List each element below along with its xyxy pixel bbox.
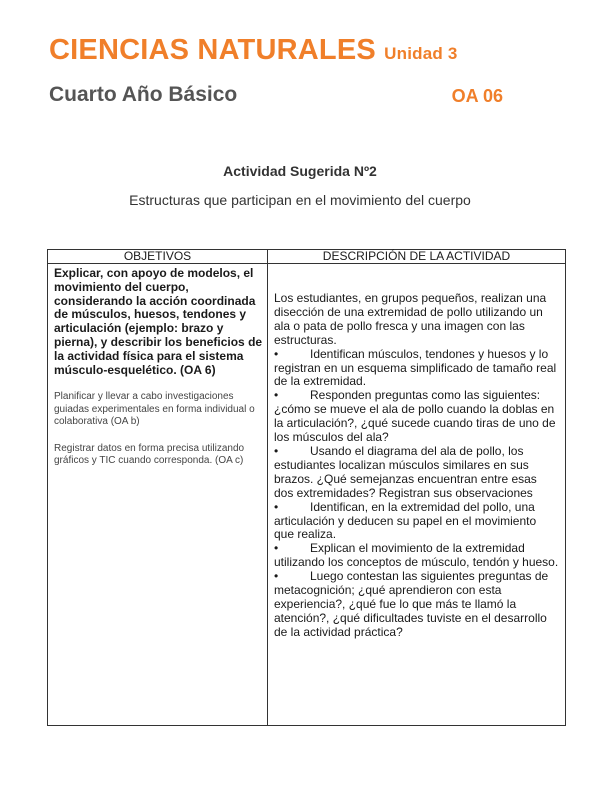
activity-title: Actividad Sugerida Nº2 bbox=[223, 163, 377, 179]
description-cell bbox=[268, 264, 566, 726]
objective-sub-2: Registrar datos en forma precisa utilizando gráficos y TIC cuando corresponda. (OA c) bbox=[54, 442, 245, 467]
list-item-text: Luego contestan las siguientes preguntas de metacognición; ¿qué aprendieron con esta experiencia?, ¿qué fue lo que más te llamó la atención?, ¿qué dificultades tuviste en el desarrollo de la actividad práctica? bbox=[274, 569, 549, 639]
bullet-icon: • bbox=[274, 541, 279, 556]
list-item bbox=[274, 570, 559, 640]
oa-label: OA 06 bbox=[451, 86, 503, 106]
list-item bbox=[274, 542, 559, 570]
grade-header bbox=[49, 83, 509, 107]
table-header-row bbox=[48, 250, 566, 264]
description-intro: Los estudiantes, en grupos pequeños, realizan una disección de una extremidad de pollo utilizando un ala o pata de pollo fresca y una imagen con las estructuras. bbox=[274, 291, 547, 347]
subject-title bbox=[49, 34, 458, 67]
description-text bbox=[268, 264, 565, 640]
list-item-text: Identifican, en la extremidad del pollo, una articulación y deducen su papel en el movimiento que realiza. bbox=[274, 499, 537, 542]
list-item-text: Usando el diagrama del ala de pollo, los estudiantes localizan músculos similares en sus brazos. ¿Qué semejanzas encuentran entre esas dos extremidades? Registran sus observaciones bbox=[274, 443, 537, 500]
list-item bbox=[274, 389, 559, 445]
activity-subtitle: Estructuras que participan en el movimiento del cuerpo bbox=[129, 192, 471, 208]
list-item-text: Identifican músculos, tendones y huesos y lo registran en un esquema simplificado de tamaño real de la extremidad. bbox=[274, 346, 557, 389]
table-row bbox=[48, 264, 566, 726]
activity-table bbox=[47, 249, 566, 726]
bullet-icon: • bbox=[274, 388, 279, 403]
unit-label: Unidad 3 bbox=[384, 44, 458, 63]
list-item-text: Explican el movimiento de la extremidad utilizando los conceptos de músculo, tendón y hueso. bbox=[274, 541, 559, 570]
objective-main: Explicar, con apoyo de modelos, el movimiento del cuerpo, considerando la acción coordinada de músculos, huesos, tendones y articulación (ejemplo: brazo y pierna), y describir los beneficios de la actividad física para el sistema músculo-esquelético. (OA 6) bbox=[54, 266, 263, 377]
list-item bbox=[274, 501, 559, 543]
bullet-icon: • bbox=[274, 443, 279, 458]
bullet-icon: • bbox=[274, 346, 279, 361]
objective-sub-1: Planificar y llevar a cabo investigaciones guiadas experimentales en forma individual o colaborativa (OA b) bbox=[54, 391, 255, 428]
bullet-icon: • bbox=[274, 569, 279, 584]
header-descripcion: DESCRIPCIÓN DE LA ACTIVIDAD bbox=[268, 250, 566, 264]
header-objetivos: OBJETIVOS bbox=[48, 250, 268, 264]
list-item bbox=[274, 348, 559, 390]
grade-label: Cuarto Año Básico bbox=[49, 83, 238, 106]
list-item bbox=[274, 445, 559, 501]
subject-name: CIENCIAS NATURALES bbox=[49, 34, 376, 66]
objectives-cell bbox=[48, 264, 268, 726]
list-item-text: Responden preguntas como las siguientes: ¿cómo se mueve el ala de pollo cuando la doblas en la articulación?, ¿qué sucede cuando tiras de uno de los músculos del ala? bbox=[274, 388, 556, 445]
bullet-icon: • bbox=[274, 499, 279, 514]
